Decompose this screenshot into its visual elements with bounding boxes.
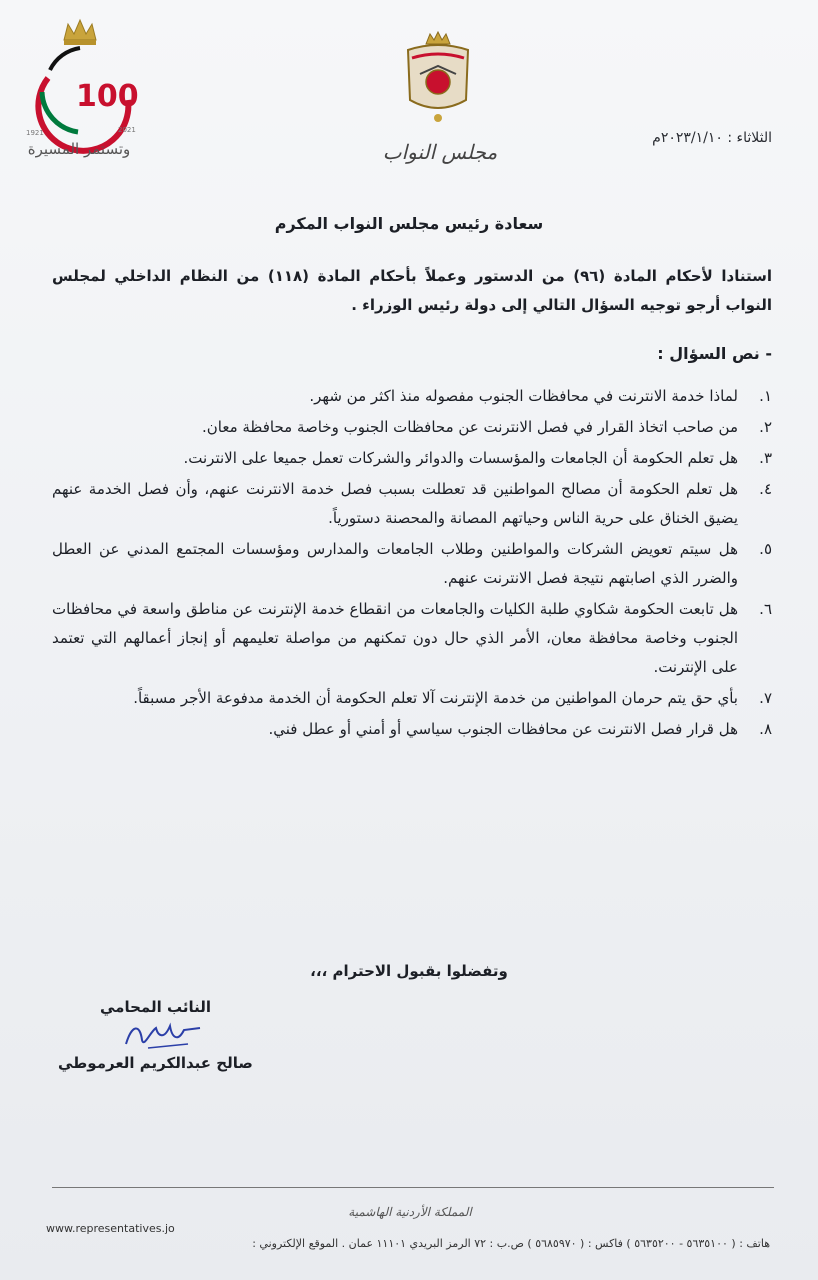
letter-date: الثلاثاء : ٢٠٢٣/١/١٠م (652, 130, 772, 146)
question-item (52, 595, 772, 682)
svg-text:2021: 2021 (118, 126, 136, 134)
handwritten-signature (118, 1014, 208, 1054)
question-number: ٨. (759, 720, 772, 738)
question-text: هل تعلم الحكومة أن مصالح المواطنين قد تعطلت بسبب فصل خدمة الانترنت عنهم، وأن فصل الخدمة عنهم يضيق الخناق على حرية الناس وحياتهم المصانة والمحصنة دستورياً. (52, 480, 738, 527)
question-item (52, 715, 772, 744)
question-list (52, 382, 772, 746)
crown-icon (64, 20, 96, 45)
question-text: لماذا خدمة الانترنت في محافظات الجنوب مفصوله منذ اكثر من شهر. (309, 387, 738, 405)
question-number: ٥. (759, 540, 772, 558)
parliament-name: مجلس النواب (382, 140, 498, 164)
closing-salutation: وتفضلوا بقبول الاحترام ،،، (310, 962, 508, 980)
signatory-name: صالح عبدالكريم العرموطي (58, 1054, 253, 1072)
question-item (52, 535, 772, 593)
footer-divider (52, 1187, 774, 1188)
question-item (52, 413, 772, 442)
svg-text:100: 100 (76, 79, 139, 114)
question-text: هل تابعت الحكومة شكاوي طلبة الكليات والجامعات من انقطاع خدمة الإنترنت عن مناطق واسعة في محافظات الجنوب وخاصة محافظة معان، الأمر الذي حال دون تمكنهم من مواصلة تعليمهم أو إنجاز أعمالهم التي تعتمد على الإنترنت. (52, 600, 738, 676)
signatory-title: النائب المحامي (100, 998, 211, 1016)
question-number: ٣. (759, 449, 772, 467)
question-number: ١. (759, 387, 772, 405)
question-item (52, 382, 772, 411)
footer-contact: هاتف : ( ٥٦٣٥١٠٠ - ٥٦٣٥٢٠٠ ) فاكس : ( ٥٦٨٥٩٧٠ ) ص.ب : ٧٢ الرمز البريدي ١١١٠١ عمان . الموقع الإلكتروني : (252, 1237, 770, 1250)
question-number: ٧. (759, 689, 772, 707)
question-text: هل تعلم الحكومة أن الجامعات والمؤسسات والدوائر والشركات تعمل جميعا على الانترنت. (183, 449, 738, 467)
question-number: ٢. (759, 418, 772, 436)
footer-kingdom: المملكة الأردنية الهاشمية (348, 1205, 472, 1219)
question-item (52, 444, 772, 473)
question-item (52, 684, 772, 713)
question-number: ٤. (759, 480, 772, 498)
centenary-caption: وتستمر المسيرة (27, 140, 131, 158)
question-item (52, 475, 772, 533)
question-heading: - نص السؤال : (657, 344, 772, 363)
question-text: هل سيتم تعويض الشركات والمواطنين وطلاب الجامعات والمدارس ومؤسسات المجتمع المدني عن العطل والضرر الذي اصابتهم نتيجة فصل الانترنت عنهم. (52, 540, 738, 587)
question-text: بأي حق يتم حرمان المواطنين من خدمة الإنترنت آلا تعلم الحكومة أن الخدمة مدفوعة الأجر مسبقاً. (133, 689, 738, 707)
svg-text:1921: 1921 (26, 129, 44, 137)
question-text: هل قرار فصل الانترنت عن محافظات الجنوب سياسي أو أمني أو عطل فني. (268, 720, 738, 738)
footer-website: www.representatives.jo (46, 1222, 175, 1235)
addressee: سعادة رئيس مجلس النواب المكرم (274, 214, 544, 233)
question-number: ٦. (759, 600, 772, 618)
intro-paragraph: استنادا لأحكام المادة (٩٦) من الدستور وعملاً بأحكام المادة (١١٨) من النظام الداخلي لمجلس النواب أرجو توجيه السؤال التالي إلى دولة رئيس الوزراء . (52, 267, 772, 314)
jordan-crest-icon (398, 30, 478, 130)
question-text: من صاحب اتخاذ القرار في فصل الانترنت عن محافظات الجنوب وخاصة محافظة معان. (201, 418, 738, 436)
